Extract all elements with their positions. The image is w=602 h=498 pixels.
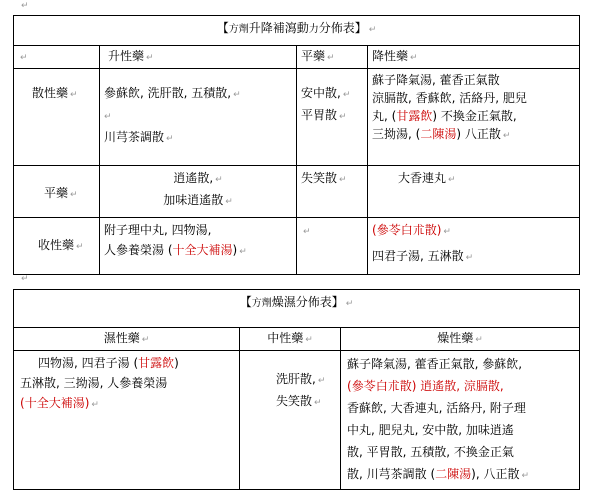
cell-astringe-neutral: ↵ (297, 218, 368, 275)
header-ascending: 升性藥 ↵ (100, 46, 297, 69)
row-label-neutral: 平藥 ↵ (14, 166, 100, 218)
corner-cell: ↵ (14, 46, 100, 69)
table1-title: 【方劑升降補瀉動力分佈表】 ↵ (14, 16, 580, 46)
paragraph-mark: ↵ (21, 1, 29, 11)
cell-damp: 四物湯, 四君子湯 (甘露飲) 五淋散, 三拗湯, 人參養榮湯 (十全大補湯) ↵ (14, 351, 240, 490)
cell-neutral-neutral: 失笑散 ↵ (297, 166, 368, 218)
cell-astringe-descending: (參苓白朮散) ↵ 四君子湯, 五淋散 ↵ (368, 218, 580, 275)
cell-neutral-descending: 大香連丸 ↵ (368, 166, 580, 218)
header-neutral2: 中性藥 ↵ (240, 328, 341, 351)
table-dry-damp-distribution (13, 289, 580, 490)
table2-title: 【方劑燥濕分佈表】 ↵ (14, 290, 580, 328)
cell-neutral-ascending: 逍遙散, ↵ 加味逍遙散 ↵ (100, 166, 297, 218)
header-descending: 降性藥 ↵ (368, 46, 580, 69)
header-damp: 濕性藥 ↵ (14, 328, 240, 351)
cell-neutral-dd: 洗肝散, ↵ 失笑散 ↵ (240, 351, 341, 490)
row-label-astringe: 收性藥 ↵ (14, 218, 100, 275)
cell-astringe-ascending: 附子理中丸, 四物湯, 人參養榮湯 (十全大補湯) ↵ (100, 218, 297, 275)
header-dry: 燥性藥 ↵ (341, 328, 580, 351)
cell-dry: 蘇子降氣湯, 藿香正氣散, 參蘇飲, (參苓白朮散) 逍遙散, 涼膈散, 香蘇飲, 大香連丸, 活絡丹, 附子理 中丸, 肥兒丸, 安中散, 加味逍遙 散, 平胃散, 五積散, 不換金正氣 散, 川芎茶調散 (二陳湯), 八正散 ↵ (341, 351, 580, 490)
cell-disperse-neutral: 安中散, ↵ 平胃散 ↵ (297, 69, 368, 166)
cell-disperse-descending: 蘇子降氣湯, 藿香正氣散 涼膈散, 香蘇飲, 活絡丹, 肥兒 丸, (甘露飲) 不換金正氣散, 三拗湯, (二陳湯) 八正散 ↵ (368, 69, 580, 166)
table-elevation-distribution (13, 15, 580, 275)
cell-disperse-ascending: 參蘇飲, 洗肝散, 五積散, ↵ ↵ 川芎茶調散 ↵ (100, 69, 297, 166)
row-label-disperse: 散性藥 ↵ (14, 69, 100, 166)
paragraph-mark: ↵ (21, 274, 29, 284)
header-neutral: 平藥 ↵ (297, 46, 368, 69)
